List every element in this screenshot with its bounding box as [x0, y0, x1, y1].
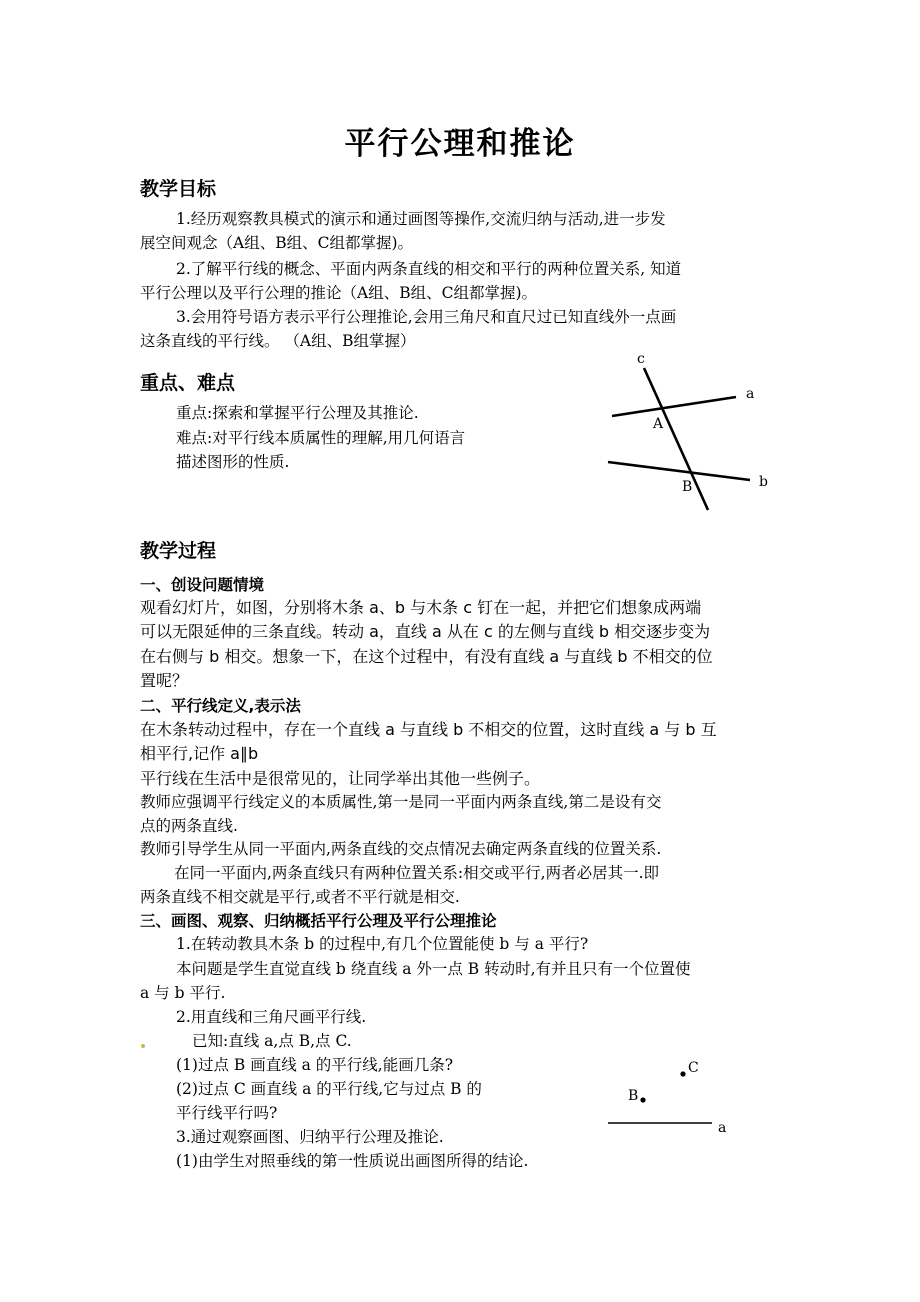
- s2-line-7: 在同一平面内,两条直线只有两种位置关系:相交或平行,两者必居其一.即: [174, 864, 660, 882]
- line-c: [644, 368, 708, 510]
- label-c: c: [637, 351, 645, 367]
- label-C2: C: [688, 1060, 699, 1076]
- goal-1-line2: 展空间观念（A组、B组、C组都掌握)。: [140, 234, 413, 252]
- page-title: 平行公理和推论: [344, 126, 576, 162]
- difficulty-line: 难点:对平行线本质属性的理解,用几何语言: [176, 429, 466, 447]
- transversal-figure: [598, 348, 780, 518]
- s2-line-2: 相平行,记作 a∥b: [140, 744, 259, 763]
- goal-2-line2: 平行公理以及平行公理的推论（A组、B组、C组都掌握)。: [140, 284, 537, 302]
- decorative-dot: [141, 1044, 145, 1048]
- point-B: [640, 1097, 645, 1102]
- s3-line-1: 1.在转动教具木条 b 的过程中,有几个位置能使 b 与 a 平行?: [176, 935, 589, 953]
- s3-line-3: a 与 b 平行.: [140, 984, 226, 1002]
- s1-line-3: 在右侧与 b 相交。想象一下，在这个过程中，有没有直线 a 与直线 b 不相交的位: [140, 647, 713, 666]
- s3-line-5: 已知:直线 a,点 B,点 C.: [192, 1032, 352, 1050]
- s3-line-2: 本问题是学生直觉直线 b 绕直线 a 外一点 B 转动时,有并且只有一个位置使: [176, 960, 691, 978]
- s3-line-4: 2.用直线和三角尺画平行线.: [176, 1008, 367, 1026]
- s3-line-9: 3.通过观察画图、归纳平行公理及推论.: [176, 1128, 444, 1146]
- s2-line-3: 平行线在生活中是很常见的，让同学举出其他一些例子。: [140, 769, 541, 788]
- section-1-heading: 一、创设问题情境: [140, 576, 265, 594]
- s2-line-6: 教师引导学生从同一平面内,两条直线的交点情况去确定两条直线的位置关系.: [140, 840, 662, 858]
- point-C: [680, 1071, 685, 1076]
- line-a: [612, 397, 736, 416]
- label-B2: B: [628, 1088, 639, 1104]
- s2-line-5: 点的两条直线.: [140, 817, 238, 835]
- line-b: [608, 462, 750, 480]
- section-3-heading: 三、画图、观察、归纳概括平行公理及平行公理推论: [140, 912, 497, 930]
- s1-line-1: 观看幻灯片，如图，分别将木条 a、b 与木条 c 钉在一起，并把它们想象成两端: [140, 598, 702, 617]
- goals-heading: 教学目标: [140, 178, 217, 200]
- goal-3-line1: 3.会用符号语方表示平行公理推论,会用三角尺和直尺过已知直线外一点画: [176, 308, 677, 326]
- s2-line-4: 教师应强调平行线定义的本质属性,第一是同一平面内两条直线,第二是设有交: [140, 793, 662, 811]
- s3-line-7: (2)过点 C 画直线 a 的平行线,它与过点 B 的: [176, 1080, 482, 1098]
- difficulty-line-cont: 描述图形的性质.: [176, 453, 290, 471]
- goal-3-line2: 这条直线的平行线。 （A组、B组掌握）: [140, 332, 416, 350]
- key-points-heading: 重点、难点: [140, 372, 236, 394]
- process-heading: 教学过程: [140, 540, 217, 562]
- label-A: A: [653, 416, 664, 432]
- key-point-line: 重点:探索和掌握平行公理及其推论.: [176, 404, 419, 422]
- label-b: b: [759, 474, 768, 490]
- s2-line-1: 在木条转动过程中，存在一个直线 a 与直线 b 不相交的位置，这时直线 a 与 b 互: [140, 720, 717, 739]
- label-a2: a: [718, 1120, 727, 1136]
- label-B: B: [682, 479, 693, 495]
- goal-2-line1: 2.了解平行线的概念、平面内两条直线的相交和平行的两种位置关系, 知道: [176, 260, 682, 278]
- s3-line-6: (1)过点 B 画直线 a 的平行线,能画几条?: [176, 1056, 454, 1074]
- s3-line-10: (1)由学生对照垂线的第一性质说出画图所得的结论.: [176, 1152, 529, 1170]
- s1-line-2: 可以无限延伸的三条直线。转动 a，直线 a 从在 c 的左侧与直线 b 相交逐步变为: [140, 622, 711, 641]
- points-line-figure: [598, 1052, 738, 1142]
- section-2-heading: 二、平行线定义,表示法: [140, 697, 301, 715]
- s3-line-8: 平行线平行吗?: [176, 1104, 278, 1122]
- s1-line-4: 置呢？: [140, 671, 189, 690]
- s2-line-8: 两条直线不相交就是平行,或者不平行就是相交.: [140, 888, 460, 906]
- label-a: a: [746, 386, 755, 402]
- goal-1-line1: 1.经历观察教具模式的演示和通过画图等操作,交流归纳与活动,进一步发: [176, 210, 666, 228]
